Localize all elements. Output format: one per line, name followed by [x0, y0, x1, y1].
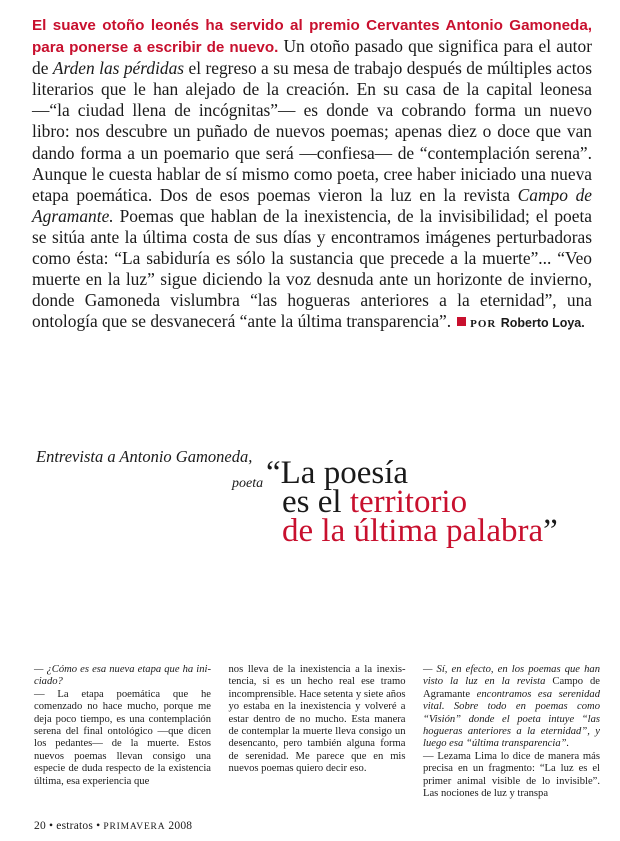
intro-lead: El suave otoño leonés ha servido al premio Cervantes Antonio Gamoneda, para ponerse a escribir de nuevo. — [32, 17, 592, 57]
answer-2: — Lezama Lima lo dice de manera más precisa en un fragmento: “La luz es el primer animal visible de lo invisible”. Las nociones de luz y transpa — [423, 750, 600, 800]
page-footer — [34, 820, 192, 832]
interview-kicker: Entrevista a Antonio Gamoneda, — [36, 447, 253, 466]
magazine-title: Campo de Agramante. — [32, 184, 592, 226]
column-1 — [34, 664, 211, 814]
headline-line-1: “La poesía — [266, 455, 409, 491]
headline-line-3 — [266, 513, 558, 549]
column-2 — [229, 664, 406, 814]
column-3 — [423, 664, 600, 814]
footer-bullet-1: • — [45, 820, 57, 832]
byline-author: Roberto Loya. — [500, 316, 585, 331]
intro-text-3: Poemas que hablan de la inexistencia, de la invisibilidad; el poeta se sitúa ante la última costa de sus días y encontramos imágenes perturbadoras como ésta: “La sabiduría es sólo la sustancia que precede a la muerte”... “Veo muerte en la luz” sigue diciendo la voz desnuda ante un horizonte de invierno, donde Gamoneda vislumbra “las hogueras anteriores a la eternidad”, una ontología que se desvanecerá “ante la última transparencia”. — [32, 205, 592, 332]
headline — [266, 455, 558, 549]
question-2-a: — Sí, en efecto, en los poemas que han visto la luz en la revista — [423, 664, 600, 688]
kicker-poeta: poeta — [232, 476, 264, 491]
end-square-icon — [457, 317, 466, 326]
headline-line-2-a: es el — [282, 484, 350, 520]
question-2-magazine: Campo de Agramante — [423, 676, 601, 700]
intro-paragraph — [32, 14, 592, 335]
page-number: 20 — [34, 820, 46, 832]
intro-text-2: el regreso a su mesa de trabajo después de múltiples actos literarios que le han alejado de la creación. En su casa de la capital leonesa —“la ciudad llena de incógnitas”— es donde va cobrando forma un nuevo libro: nos descubre un puñado de nuevos poemas; apenas diez o doce que van dando forma a un poemario que será —confiesa— de “contemplación serena”. Aunque le cuesta hablar de sí mismo como poeta, cree haber iniciado una nueva etapa poemática. Dos de esos poemas vieron la luz en la revista — [32, 58, 592, 205]
footer-magazine: estratos — [56, 820, 94, 832]
byline-por: POR — [470, 318, 497, 331]
intro-text-1: Un otoño pasado que significa para el autor de — [32, 36, 592, 79]
footer-year: 2008 — [165, 820, 193, 832]
book-title: Arden las pérdidas — [52, 58, 185, 79]
question-2-b: encontramos esa serenidad vital. Sobre todo en poemas como “Visión” donde el poeta intuye “las hogueras anteriores a la eternidad”, y luego esa “última transparencia”. — [423, 688, 600, 750]
question-1: — ¿Cómo es esa nueva etapa que ha iniciado? — [34, 664, 211, 688]
headline-red-territorio: territorio — [349, 484, 468, 520]
answer-1-cont: nos lleva de la inexistencia a la inexistencia, si es un hecho real ese tramo incomprensible. Hace setenta y siete años yo estaba en la inexistencia y volveré a estar dentro de no mucho. Esta manera de contemplar la muerte lleva consigo un desencanto, pero también alguna forma de serenidad. Me parece que en mis nuevos poemas quiero decir eso. — [228, 664, 406, 775]
footer-season: PRIMAVERA — [103, 822, 166, 832]
body-columns — [34, 664, 600, 814]
question-2 — [423, 664, 600, 751]
answer-1: — La etapa poemática que he comenzado no hace mucho, porque me deja poco tiempo, es una contemplación serena del final ontológico —que dicen los pedantes— de la muerte. Estos nuevos poemas llevan consigo una especie de duda respecto de la existencia última, esa experiencia que — [34, 688, 211, 787]
footer-bullet-2: • — [93, 820, 104, 832]
headline-close-quote: ” — [543, 513, 558, 549]
headline-red-phrase: de la última palabra — [282, 513, 544, 549]
